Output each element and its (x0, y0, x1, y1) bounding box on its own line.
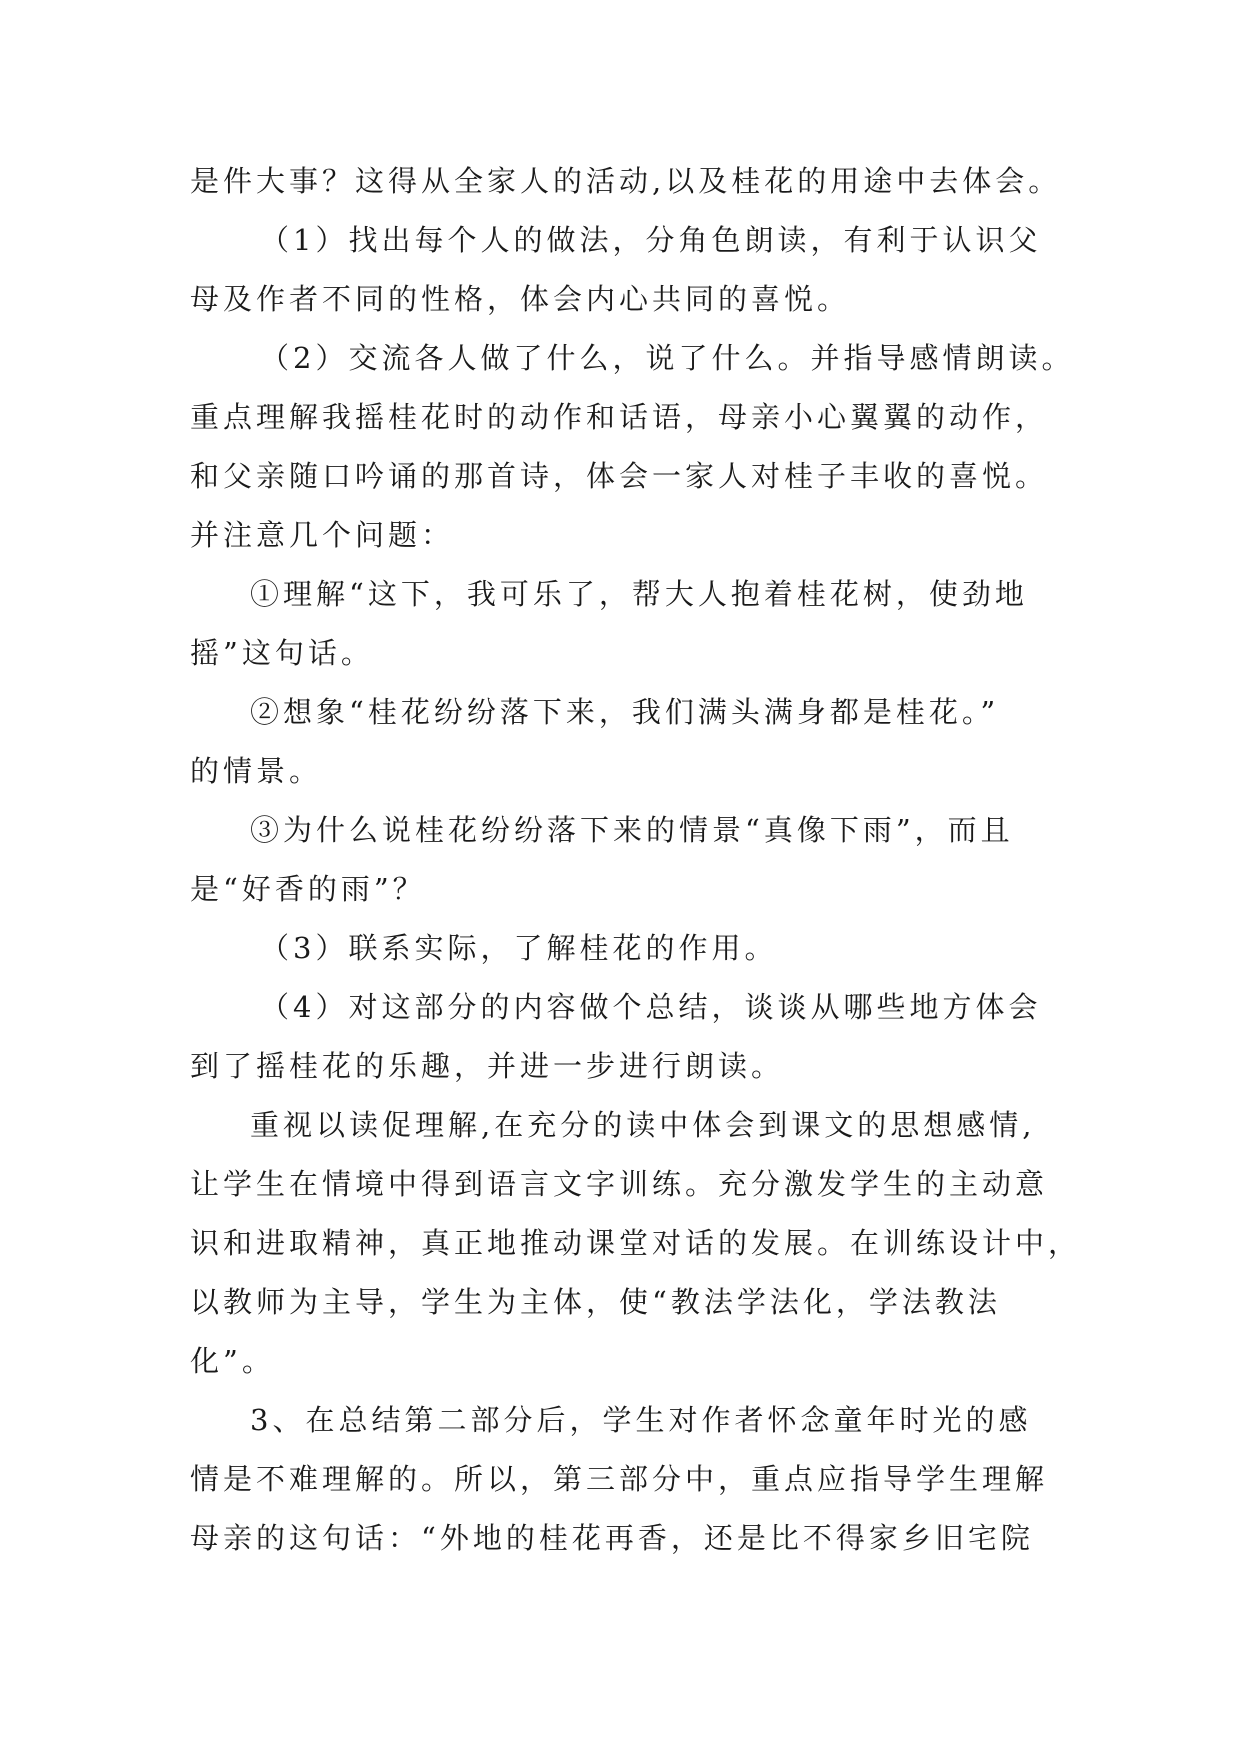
text-line: ③为什么说桂花纷纷落下来的情景“真像下雨”，而且 (250, 813, 1014, 847)
text-line: 摇”这句话。 (190, 636, 374, 670)
text-line: （1）找出每个人的做法，分角色朗读，有利于认识父 (260, 223, 1042, 257)
text-line: （2）交流各人做了什么，说了什么。并指导感情朗读。 (260, 341, 1075, 375)
text-line: ②想象“桂花纷纷落下来，我们满头满身都是桂花。” (250, 695, 1000, 729)
text-line: 3、在总结第二部分后，学生对作者怀念童年时光的感 (250, 1403, 1032, 1437)
text-line: 母亲的这句话：“外地的桂花再香，还是比不得家乡旧宅院 (190, 1521, 1034, 1555)
text-line: 以教师为主导，学生为主体，使“教法学法化，学法教法 (190, 1285, 1001, 1319)
text-line: 化”。 (190, 1344, 275, 1378)
text-line: 让学生在情境中得到语言文字训练。充分激发学生的主动意 (190, 1167, 1049, 1201)
text-line: 并注意几个问题： (190, 518, 455, 552)
text-line: 情是不难理解的。所以，第三部分中，重点应指导学生理解 (190, 1462, 1049, 1496)
text-line: 母及作者不同的性格，体会内心共同的喜悦。 (190, 282, 851, 316)
text-line: 和父亲随口吟诵的那首诗，体会一家人对桂子丰收的喜悦。 (190, 459, 1049, 493)
text-line: 识和进取精神，真正地推动课堂对话的发展。在训练设计中， (190, 1226, 1082, 1260)
text-line: （3）联系实际，了解桂花的作用。 (260, 931, 778, 965)
text-line: ①理解“这下，我可乐了，帮大人抱着桂花树，使劲地 (250, 577, 1028, 611)
text-line: 的情景。 (190, 754, 323, 788)
text-line: 是“好香的雨”？ (190, 872, 426, 906)
text-line: 是件大事？这得从全家人的活动,以及桂花的用途中去体会。 (190, 164, 1062, 198)
text-line: 到了摇桂花的乐趣，并进一步进行朗读。 (190, 1049, 785, 1083)
text-line: 重视以读促理解,在充分的读中体会到课文的思想感情, (250, 1108, 1036, 1142)
text-line: 重点理解我摇桂花时的动作和话语，母亲小心翼翼的动作， (190, 400, 1049, 434)
text-line: （4）对这部分的内容做个总结，谈谈从哪些地方体会 (260, 990, 1042, 1024)
document-body (190, 152, 1082, 1568)
